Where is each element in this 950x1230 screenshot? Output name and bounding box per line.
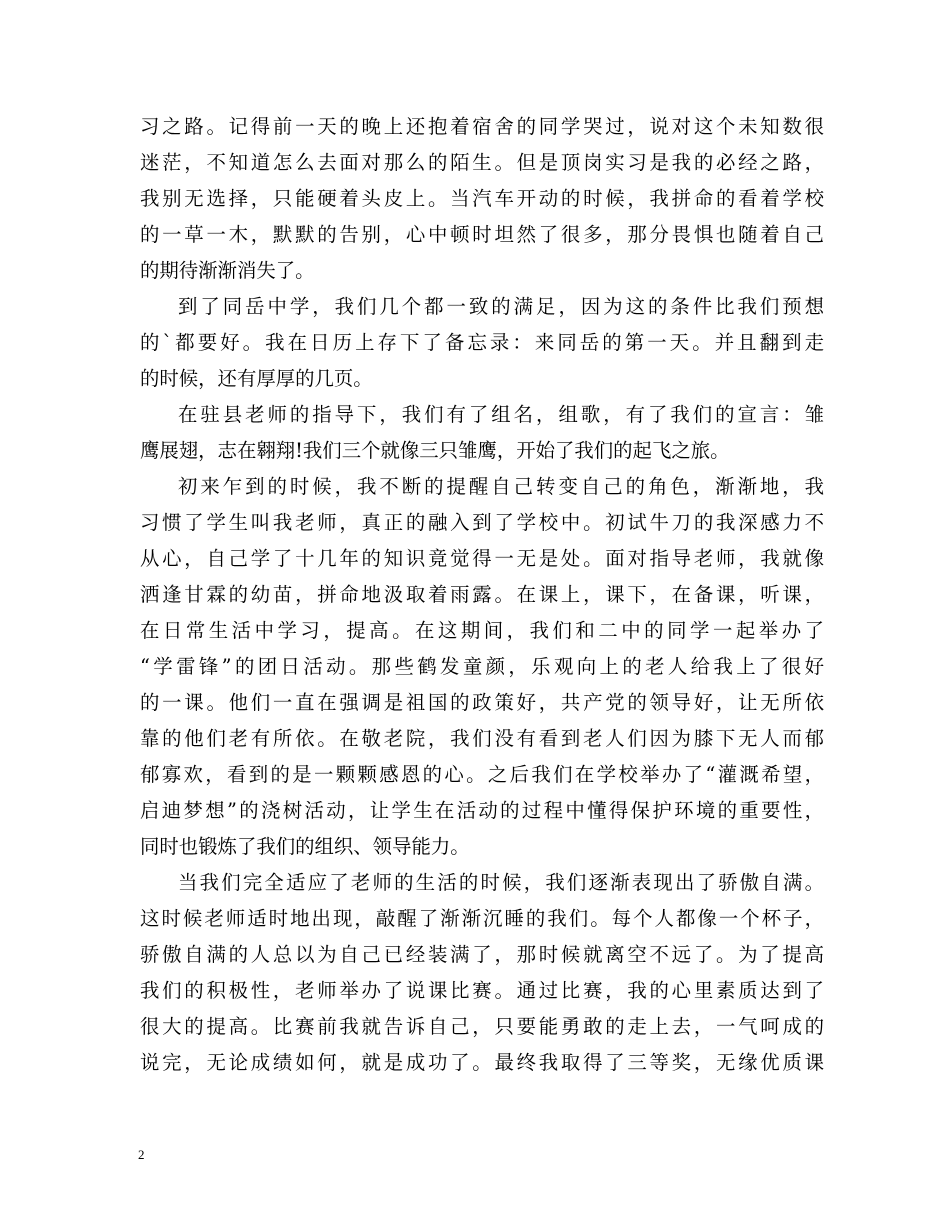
text-line: 当我们完全适应了老师的生活的时候，我们逐渐表现出了骄傲自满。 [178,871,824,894]
text-line: 这时候老师适时地出现，敲醒了渐渐沉睡的我们。每个人都像一个杯子， [140,907,824,930]
text-line: 同时也锻炼了我们的组织、领导能力。 [140,835,470,858]
text-line: 洒逢甘霖的幼苗，拼命地汲取着雨露。在课上，课下，在备课，听课， [140,583,824,606]
text-line: 很大的提高。比赛前我就告诉自己，只要能勇敢的走上去，一气呵成的 [140,1015,824,1038]
body-text [140,109,824,1081]
text-line: 的`都要好。我在日历上存下了备忘录：来同岳的第一天。并且翻到走 [140,331,824,354]
text-line: 我们的积极性，老师举办了说课比赛。通过比赛，我的心里素质达到了 [140,979,824,1002]
text-line: 启迪梦想”的浇树活动，让学生在活动的过程中懂得保护环境的重要性， [140,799,824,822]
text-line: 的一课。他们一直在强调是祖国的政策好，共产党的领导好，让无所依 [140,691,824,714]
text-line: 在驻县老师的指导下，我们有了组名，组歌，有了我们的宣言：雏 [178,403,824,426]
text-line: 到了同岳中学，我们几个都一致的满足，因为这的条件比我们预想 [178,295,824,318]
text-line: 从心，自己学了十几年的知识竟觉得一无是处。面对指导老师，我就像 [140,547,824,570]
text-line: “学雷锋”的团日活动。那些鹤发童颜，乐观向上的老人给我上了很好 [140,655,824,678]
text-line: 说完，无论成绩如何，就是成功了。最终我取得了三等奖，无缘优质课 [140,1051,824,1074]
text-line: 迷茫，不知道怎么去面对那么的陌生。但是顶岗实习是我的必经之路， [140,151,824,174]
text-line: 的一草一木，默默的告别，心中顿时坦然了很多，那分畏惧也随着自己 [140,223,824,246]
text-line: 初来乍到的时候，我不断的提醒自己转变自己的角色，渐渐地，我 [178,475,824,498]
text-line: 的期待渐渐消失了。 [140,259,315,282]
text-line: 在日常生活中学习，提高。在这期间，我们和二中的同学一起举办了 [140,619,824,642]
text-line: 鹰展翅，志在翱翔!我们三个就像三只雏鹰，开始了我们的起飞之旅。 [140,439,730,462]
text-line: 的时候，还有厚厚的几页。 [140,367,373,390]
text-line: 习惯了学生叫我老师，真正的融入到了学校中。初试牛刀的我深感力不 [140,511,824,534]
text-line: 习之路。记得前一天的晚上还抱着宿舍的同学哭过，说对这个未知数很 [140,115,824,138]
text-line: 我别无选择，只能硬着头皮上。当汽车开动的时候，我拼命的看着学校 [140,187,824,210]
text-line: 骄傲自满的人总以为自己已经装满了，那时候就离空不远了。为了提高 [140,943,824,966]
text-line: 郁寡欢，看到的是一颗颗感恩的心。之后我们在学校举办了“灌溉希望， [140,763,824,786]
text-line: 靠的他们老有所依。在敬老院，我们没有看到老人们因为膝下无人而郁 [140,727,824,750]
page-number: 2 [138,1147,145,1162]
